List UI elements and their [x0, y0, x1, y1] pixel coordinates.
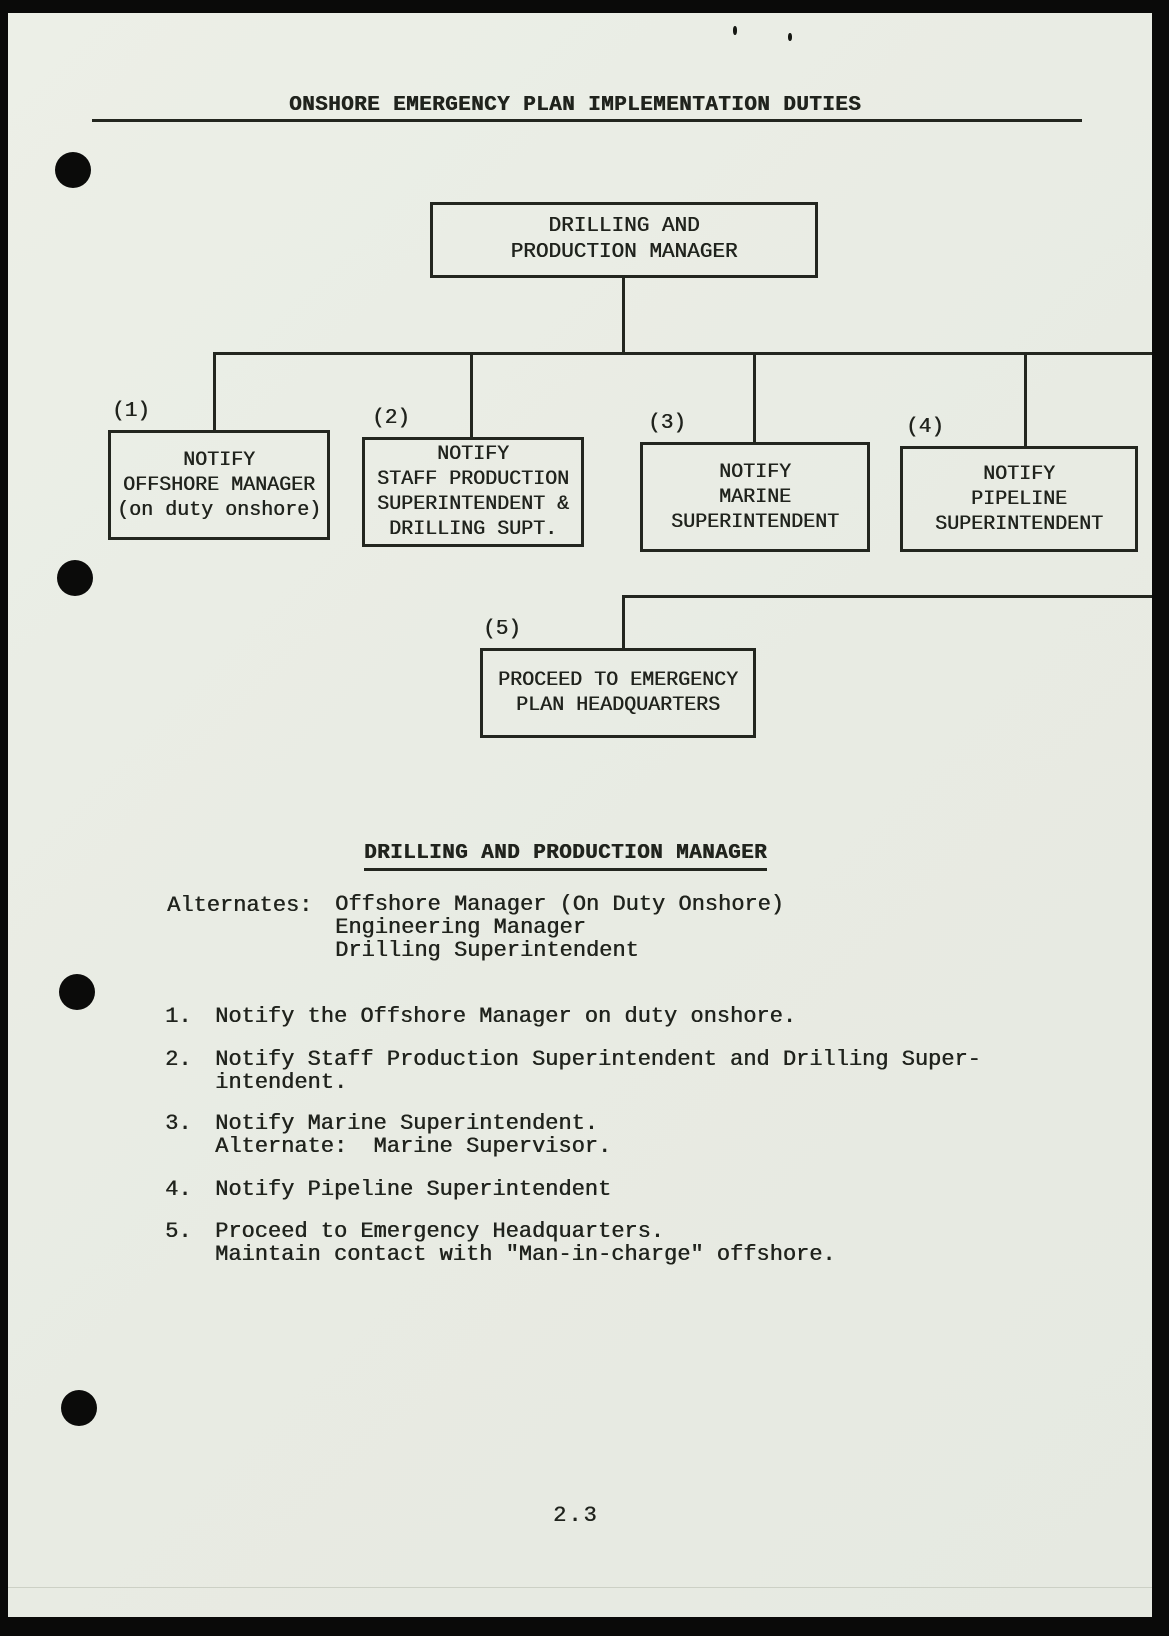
flowchart-box-4 [900, 446, 1138, 552]
hole-punch [61, 1390, 97, 1426]
duty-text: Notify Staff Production Superintendent and Drilling Super- [215, 1047, 981, 1072]
box-5-line: PROCEED TO EMERGENCY [497, 669, 739, 692]
connector-main-horizontal [213, 352, 1152, 355]
connector-drop-2 [470, 352, 473, 440]
alternate-item: Offshore Manager (On Duty Onshore) [335, 892, 784, 917]
duty-text: Proceed to Emergency Headquarters. [215, 1219, 664, 1244]
duty-text: Notify Pipeline Superintendent [215, 1177, 612, 1202]
box-1-line: (on duty onshore) [116, 498, 322, 522]
duty-item-5 [165, 1220, 836, 1266]
flowchart-box-1 [108, 430, 330, 540]
section-heading: DRILLING AND PRODUCTION MANAGER [364, 842, 767, 871]
connector-drop-5 [622, 595, 625, 651]
duty-item-2 [165, 1048, 981, 1094]
box-root-line: PRODUCTION MANAGER [510, 241, 738, 264]
box-1-line: NOTIFY [182, 448, 255, 472]
box-5-number: (5) [483, 618, 521, 641]
duty-item-4 [165, 1178, 611, 1201]
box-4-line: NOTIFY [982, 462, 1055, 486]
duty-text: intendent. [215, 1070, 348, 1095]
box-2-line: SUPERINTENDENT & [376, 493, 570, 516]
box-5-line: PLAN HEADQUARTERS [515, 694, 721, 717]
scan-speck [733, 26, 737, 35]
box-3-line: SUPERINTENDENT [670, 510, 840, 534]
paper-crease [8, 1587, 1152, 1588]
box-2-line: NOTIFY [436, 443, 509, 466]
duty-number: 1. [165, 1004, 192, 1029]
duty-number: 5. [165, 1219, 192, 1244]
box-2-line: DRILLING SUPT. [388, 518, 558, 541]
box-root-line: DRILLING AND [548, 215, 700, 238]
duty-number: 4. [165, 1177, 192, 1202]
alternate-item: Drilling Superintendent [335, 938, 639, 963]
duty-number: 3. [165, 1111, 192, 1136]
box-2-number: (2) [372, 407, 410, 430]
connector-drop-3 [753, 352, 756, 445]
box-1-number: (1) [112, 400, 150, 423]
box-4-line: PIPELINE [970, 487, 1067, 511]
box-1-line: OFFSHORE MANAGER [122, 473, 316, 497]
box-3-number: (3) [648, 412, 686, 435]
hole-punch [57, 560, 93, 596]
alternates-label: Alternates: [167, 893, 313, 918]
flowchart-box-5 [480, 648, 756, 738]
box-2-line: STAFF PRODUCTION [376, 468, 570, 491]
duty-text: Notify Marine Superintendent. [215, 1111, 598, 1136]
alternates-list [335, 893, 784, 962]
hole-punch [59, 974, 95, 1010]
connector-horizontal-5 [622, 595, 1152, 598]
page-number: 2.3 [553, 1503, 599, 1528]
duty-number: 2. [165, 1047, 192, 1072]
duty-item-3 [165, 1112, 611, 1158]
connector-drop-4 [1024, 352, 1027, 449]
page-title: ONSHORE EMERGENCY PLAN IMPLEMENTATION DUTIES [289, 94, 862, 117]
connector-root-drop [622, 278, 625, 354]
hole-punch [55, 152, 91, 188]
duty-text: Notify the Offshore Manager on duty onshore. [215, 1004, 796, 1029]
connector-drop-1 [213, 352, 216, 432]
duty-item-1 [165, 1005, 796, 1028]
box-4-line: SUPERINTENDENT [934, 512, 1104, 536]
flowchart-box-2 [362, 437, 584, 547]
scan-speck [788, 33, 792, 41]
flowchart-box-root [430, 202, 818, 278]
box-3-line: MARINE [718, 485, 791, 509]
duty-text: Alternate: Marine Supervisor. [215, 1134, 612, 1159]
title-underline [92, 119, 1082, 122]
alternate-item: Engineering Manager [335, 915, 586, 940]
duty-text: Maintain contact with "Man-in-charge" offshore. [215, 1242, 836, 1267]
flowchart-box-3 [640, 442, 870, 552]
box-3-line: NOTIFY [718, 460, 791, 484]
box-4-number: (4) [906, 416, 944, 439]
